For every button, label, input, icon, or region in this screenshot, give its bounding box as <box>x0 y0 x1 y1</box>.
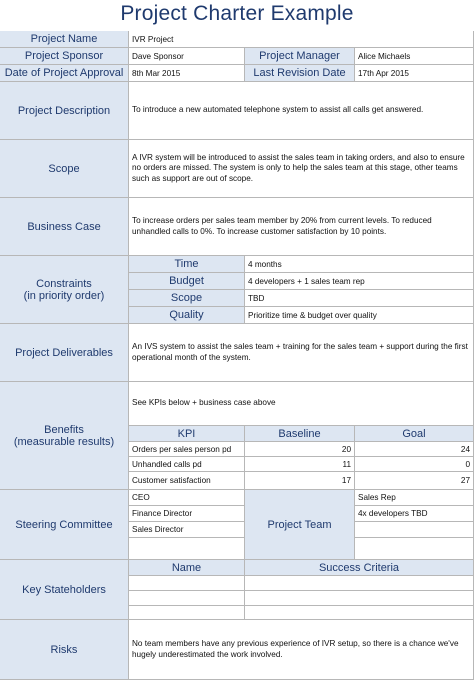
project-description-label: Project Description <box>0 82 129 140</box>
constraint-quality-label: Quality <box>129 307 245 324</box>
kpi-row-1-name: Orders per sales person pd <box>129 442 245 457</box>
stakeholder-name-header: Name <box>129 560 245 576</box>
stakeholder-row-1-name <box>129 576 245 591</box>
goal-header: Goal <box>355 426 474 442</box>
approval-date-value: 8th Mar 2015 <box>129 65 245 82</box>
page-title: Project Charter Example <box>120 2 354 25</box>
kpi-row-1-goal: 24 <box>355 442 474 457</box>
kpi-row-2-goal: 0 <box>355 457 474 472</box>
project-sponsor-label: Project Sponsor <box>0 48 129 65</box>
project-deliverables-text: An IVS system to assist the sales team + training for the sales team + support during the first operational month of the system. <box>129 324 474 382</box>
stakeholder-row-3-name <box>129 606 245 620</box>
project-manager-label: Project Manager <box>245 48 355 65</box>
constraint-time-value: 4 months <box>245 256 474 273</box>
scope-text: A IVR system will be introduced to assist the sales team in taking orders, and also to ensure no orders are missed. The system is only to help the sales team at this stage, other teams such as support are out of scope. <box>129 140 474 198</box>
steering-member-2: Finance Director <box>129 506 245 522</box>
constraint-scope-label: Scope <box>129 290 245 307</box>
steering-member-3: Sales Director <box>129 522 245 538</box>
kpi-row-1-baseline: 20 <box>245 442 355 457</box>
stakeholder-row-2-criteria <box>245 591 474 606</box>
benefits-intro: See KPIs below + business case above <box>129 382 474 426</box>
benefits-label: Benefits (measurable results) <box>0 382 129 490</box>
project-name-value: IVR Project <box>129 31 474 48</box>
kpi-row-2-baseline: 11 <box>245 457 355 472</box>
kpi-header: KPI <box>129 426 245 442</box>
project-sponsor-value: Dave Sponsor <box>129 48 245 65</box>
kpi-row-3-goal: 27 <box>355 472 474 490</box>
kpi-row-3-name: Customer satisfaction <box>129 472 245 490</box>
kpi-row-2-name: Unhandled calls pd <box>129 457 245 472</box>
project-description-text: To introduce a new automated telephone system to assist all calls get answered. <box>129 82 474 140</box>
business-case-text: To increase orders per sales team member by 20% from current levels. To reduced unhandled calls to 0%. To increase customer satisfaction by 10 points. <box>129 198 474 256</box>
revision-date-value: 17th Apr 2015 <box>355 65 474 82</box>
team-member-1: Sales Rep <box>355 490 474 506</box>
constraints-label: Constraints (in priority order) <box>0 256 129 324</box>
revision-date-label: Last Revision Date <box>245 65 355 82</box>
constraint-budget-value: 4 developers + 1 sales team rep <box>245 273 474 290</box>
baseline-header: Baseline <box>245 426 355 442</box>
project-manager-value: Alice Michaels <box>355 48 474 65</box>
project-deliverables-label: Project Deliverables <box>0 324 129 382</box>
stakeholder-row-1-criteria <box>245 576 474 591</box>
team-member-2: 4x developers TBD <box>355 506 474 522</box>
success-criteria-header: Success Criteria <box>245 560 474 576</box>
approval-date-label: Date of Project Approval <box>0 65 129 82</box>
steering-committee-label: Steering Committee <box>0 490 129 560</box>
risks-text: No team members have any previous experience of IVR setup, so there is a chance we've hugely underestimated the work involved. <box>129 620 474 680</box>
steering-member-1: CEO <box>129 490 245 506</box>
stakeholder-row-3-criteria <box>245 606 474 620</box>
project-name-label: Project Name <box>0 31 129 48</box>
constraint-quality-value: Prioritize time & budget over quality <box>245 307 474 324</box>
stakeholder-row-2-name <box>129 591 245 606</box>
steering-member-empty <box>129 538 245 560</box>
team-member-empty-2 <box>355 538 474 560</box>
constraint-budget-label: Budget <box>129 273 245 290</box>
key-stakeholders-label: Key Stateholders <box>0 560 129 620</box>
constraint-time-label: Time <box>129 256 245 273</box>
team-member-empty-1 <box>355 522 474 538</box>
constraint-scope-value: TBD <box>245 290 474 307</box>
scope-label: Scope <box>0 140 129 198</box>
business-case-label: Business Case <box>0 198 129 256</box>
kpi-row-3-baseline: 17 <box>245 472 355 490</box>
project-team-label: Project Team <box>245 490 355 560</box>
risks-label: Risks <box>0 620 129 680</box>
